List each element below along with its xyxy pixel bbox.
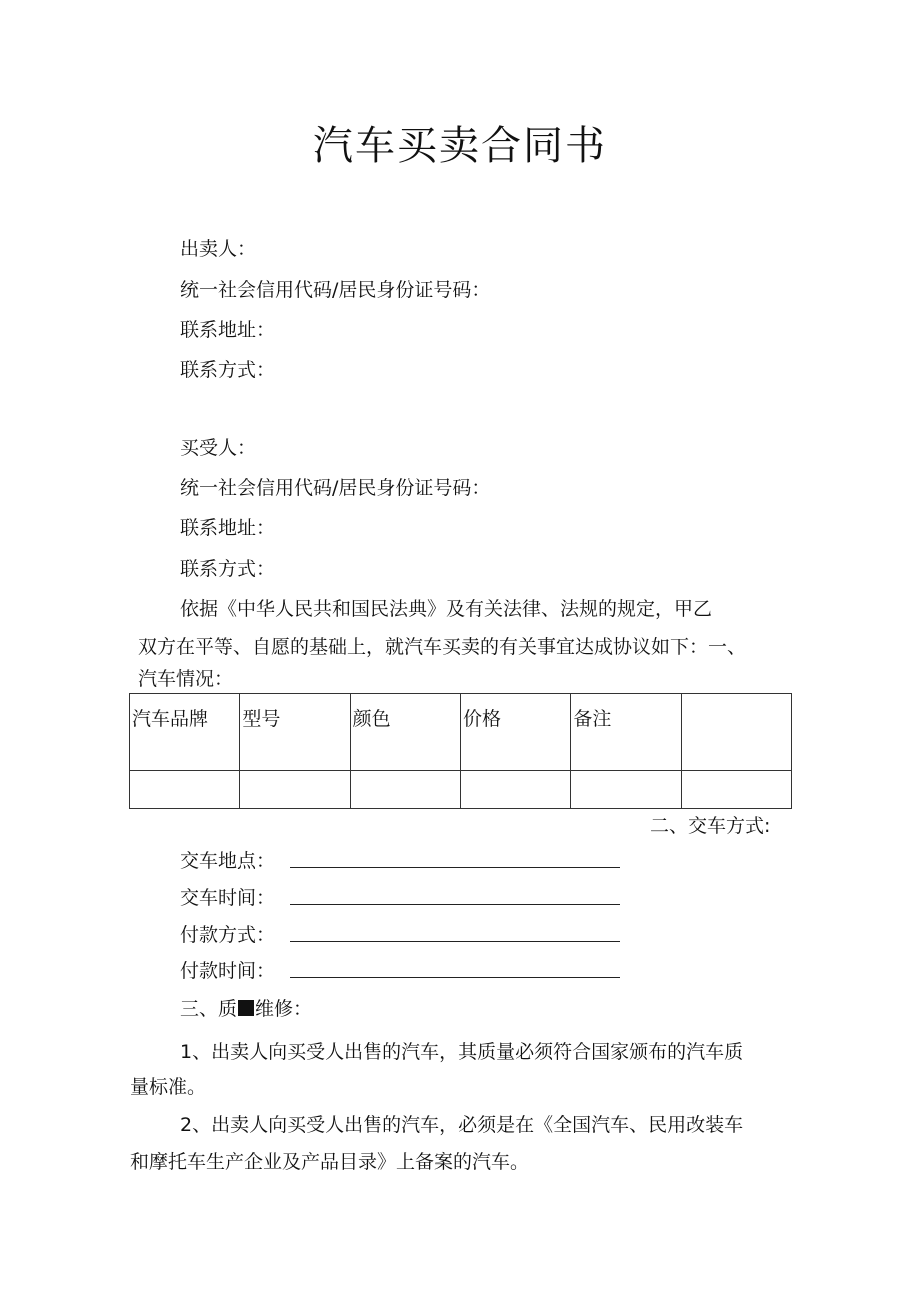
seller-address-label: 联系地址：: [180, 319, 276, 341]
payment-method-field[interactable]: [180, 922, 290, 948]
delivery-time-field[interactable]: [180, 885, 290, 911]
seller-label: 出卖人：: [180, 238, 257, 260]
quality-item-2-line-1: 2、出卖人向买受人出售的汽车，必须是在《全国汽车、民用改装车: [180, 1114, 744, 1136]
table-cell[interactable]: [130, 771, 240, 809]
table-cell[interactable]: [571, 771, 681, 809]
document-title: 汽车买卖合同书: [313, 123, 607, 169]
quality-heading-post: 维修：: [255, 998, 313, 1020]
table-cell[interactable]: [240, 771, 350, 809]
seller-id-label: 统一社会信用代码/居民身份证号码：: [180, 279, 491, 301]
payment-method-underline[interactable]: [290, 941, 620, 942]
table-header-remarks: 备注: [571, 694, 681, 771]
table-cell[interactable]: [681, 771, 791, 809]
quality-item-1-line-2: 量标准。: [130, 1076, 207, 1098]
car-info-table: [129, 693, 792, 809]
quality-heading: [180, 996, 312, 1022]
table-cell[interactable]: [460, 771, 570, 809]
delivery-location-label: 交车地点：: [180, 850, 276, 872]
intro-line-2: 双方在平等、自愿的基础上，就汽车买卖的有关事宜达成协议如下：一、: [138, 636, 747, 658]
table-row: [130, 771, 792, 809]
intro-line-1: 依据《中华人民共和国民法典》及有关法律、法规的规定，甲乙: [180, 598, 713, 620]
quality-item-2-line-2: 和摩托车生产企业及产品目录》上备案的汽车。: [130, 1151, 530, 1173]
buyer-id-label: 统一社会信用代码/居民身份证号码：: [180, 477, 491, 499]
buyer-contact-label: 联系方式：: [180, 558, 276, 580]
table-header-price: 价格: [460, 694, 570, 771]
table-header-row: [130, 694, 792, 771]
delivery-location-underline[interactable]: [290, 867, 620, 868]
payment-time-underline[interactable]: [290, 977, 620, 978]
buyer-address-label: 联系地址：: [180, 517, 276, 539]
table-header-color: 颜色: [350, 694, 460, 771]
quality-heading-pre: 三、质: [180, 998, 238, 1020]
delivery-time-label: 交车时间：: [180, 887, 276, 909]
delivery-location-field[interactable]: [180, 848, 290, 874]
payment-method-label: 付款方式：: [180, 924, 276, 946]
table-header-model: 型号: [240, 694, 350, 771]
intro-line-3: 汽车情况：: [138, 668, 234, 690]
delivery-heading: 二、交车方式:: [650, 815, 771, 837]
black-square-icon: [238, 1000, 254, 1016]
payment-time-field[interactable]: [180, 958, 290, 984]
table-cell[interactable]: [350, 771, 460, 809]
buyer-label: 买受人：: [180, 437, 257, 459]
quality-item-1-line-1: 1、出卖人向买受人出售的汽车，其质量必须符合国家颁布的汽车质: [180, 1041, 744, 1063]
payment-time-label: 付款时间：: [180, 960, 276, 982]
table-header-brand: 汽车品牌: [130, 694, 240, 771]
table-header-empty: [681, 694, 791, 771]
delivery-time-underline[interactable]: [290, 904, 620, 905]
seller-contact-label: 联系方式：: [180, 359, 276, 381]
